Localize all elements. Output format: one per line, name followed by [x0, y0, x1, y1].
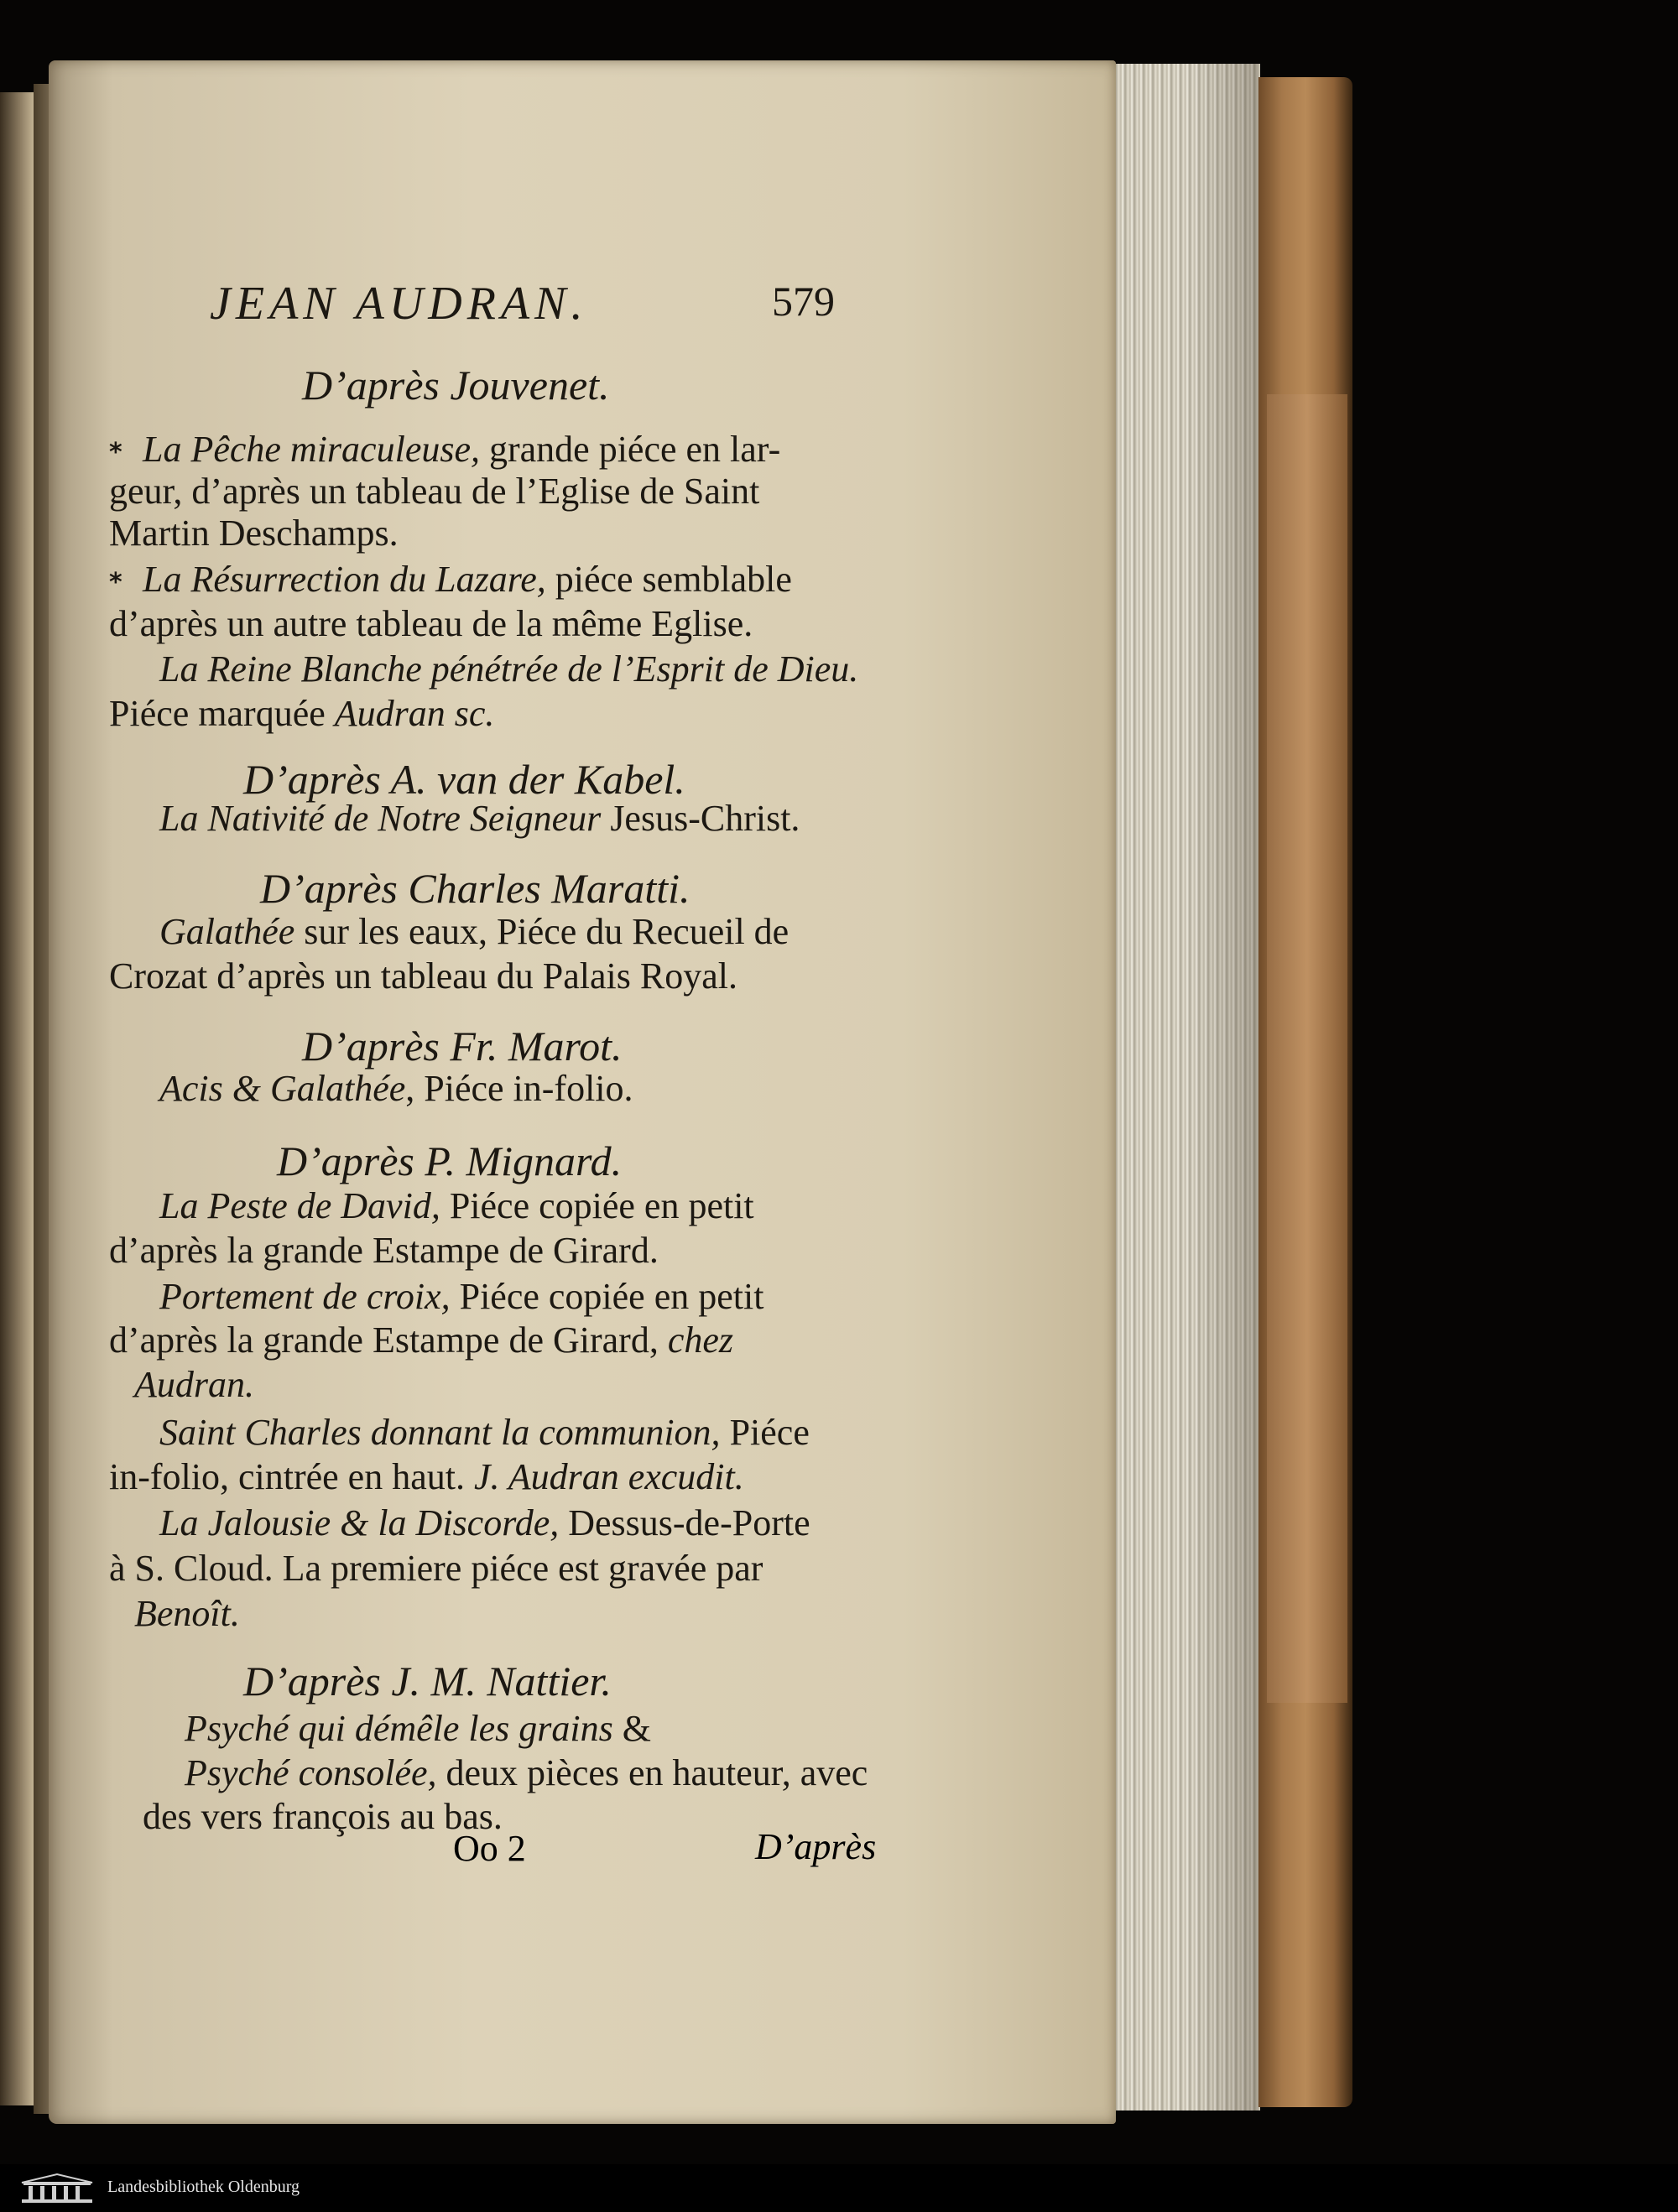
italic-title: Galathée: [159, 911, 295, 952]
text-line: [159, 648, 858, 691]
text-line: [109, 558, 792, 601]
italic-title: Benoît.: [134, 1593, 240, 1634]
plain-text: sur les eaux, Piéce du Recueil de: [294, 911, 789, 952]
italic-title: Psyché consolée,: [185, 1752, 437, 1793]
library-building-icon: [15, 2173, 99, 2204]
text-line: [134, 1363, 254, 1407]
section-heading: D’après A. van der Kabel.: [243, 756, 685, 803]
plain-text: grande piéce en lar-: [480, 429, 781, 470]
text-line: [109, 602, 753, 646]
italic-title: La Peste de David,: [159, 1185, 440, 1226]
italic-title: La Jalousie & la Discorde,: [159, 1502, 560, 1543]
plain-text: Piéce copiée en petit: [440, 1185, 754, 1226]
plain-text: des vers françois au bas.: [143, 1796, 503, 1837]
italic-title: Acis & Galathée: [159, 1068, 406, 1109]
signature-mark: Oo 2: [453, 1828, 526, 1869]
italic-title: Portement de croix,: [159, 1276, 451, 1317]
text-line: [109, 1229, 659, 1273]
text-line: [143, 1795, 503, 1839]
text-line: [109, 428, 781, 471]
section-heading: D’après Charles Maratti.: [260, 865, 690, 912]
section-heading: D’après J. M. Nattier.: [243, 1658, 612, 1705]
text-line: [159, 1502, 810, 1545]
italic-title: Saint Charles donnant la communion,: [159, 1412, 721, 1453]
plain-text: d’après la grande Estampe de Girard,: [109, 1319, 668, 1361]
text-line: [185, 1707, 651, 1751]
section-heading: D’après Jouvenet.: [302, 362, 610, 409]
plain-text: Jesus-Christ.: [601, 798, 800, 839]
plain-text: , Piéce in-folio.: [405, 1068, 633, 1109]
italic-title: La Nativité de Notre Seigneur: [159, 798, 602, 839]
plain-text: &: [612, 1708, 651, 1749]
plain-text: Dessus-de-Porte: [559, 1502, 810, 1543]
page-number: 579: [772, 278, 835, 325]
page-edges-shade: [1191, 64, 1258, 2111]
text-line: [159, 1275, 763, 1319]
plain-text: geur, d’après un tableau de l’Eglise de Saint: [109, 471, 760, 512]
italic-title: Audran sc.: [334, 693, 495, 734]
section-heading: D’après Fr. Marot.: [302, 1023, 623, 1070]
plain-text: Martin Deschamps.: [109, 513, 399, 554]
text-line: [185, 1751, 868, 1795]
italic-title: Psyché qui démêle les grains: [185, 1708, 613, 1749]
italic-title: La Pêche miraculeuse,: [143, 429, 480, 470]
text-line: [109, 1319, 733, 1362]
text-line: [159, 1184, 754, 1228]
catchword: D’après: [755, 1826, 877, 1867]
text-line: [159, 1067, 633, 1111]
italic-title: J. Audran excudit.: [473, 1456, 744, 1497]
text-line: [109, 1547, 763, 1590]
plain-text: d’après un autre tableau de la même Eglise.: [109, 603, 753, 644]
plain-text: Piéce: [720, 1412, 810, 1453]
plain-text: d’après la grande Estampe de Girard.: [109, 1230, 659, 1271]
section-heading: D’après P. Mignard.: [277, 1137, 623, 1184]
text-line: [134, 1592, 240, 1636]
italic-title: La Résurrection du Lazare,: [143, 559, 546, 600]
library-name: Landesbibliothek Oldenburg: [107, 2178, 300, 2196]
plain-text: in-folio, cintrée en haut.: [109, 1456, 474, 1497]
italic-title: Audran.: [134, 1364, 254, 1405]
plain-text: piéce semblable: [545, 559, 792, 600]
text-line: [159, 910, 789, 954]
plain-text: deux pièces en hauteur, avec: [436, 1752, 868, 1793]
text-line: [159, 1411, 810, 1455]
plain-text: Piéce copiée en petit: [450, 1276, 764, 1317]
text-line: [109, 470, 759, 513]
text-line: [109, 512, 399, 555]
text-line: [159, 797, 800, 841]
asterisk-marker: *: [109, 568, 122, 597]
text-line: [109, 955, 737, 998]
plain-text: à S. Cloud. La premiere piéce est gravée par: [109, 1548, 763, 1589]
plain-text: Piéce marquée: [109, 693, 335, 734]
asterisk-marker: *: [109, 438, 122, 467]
text-line: [109, 692, 494, 736]
running-title: JEAN AUDRAN.: [210, 278, 588, 330]
text-line: [109, 1455, 744, 1499]
italic-title: La Reine Blanche pénétrée de l’Esprit de Dieu.: [159, 648, 859, 690]
italic-title: chez: [667, 1319, 734, 1361]
book-cover-band: [1267, 394, 1347, 1703]
plain-text: Crozat d’après un tableau du Palais Royal.: [109, 955, 738, 997]
